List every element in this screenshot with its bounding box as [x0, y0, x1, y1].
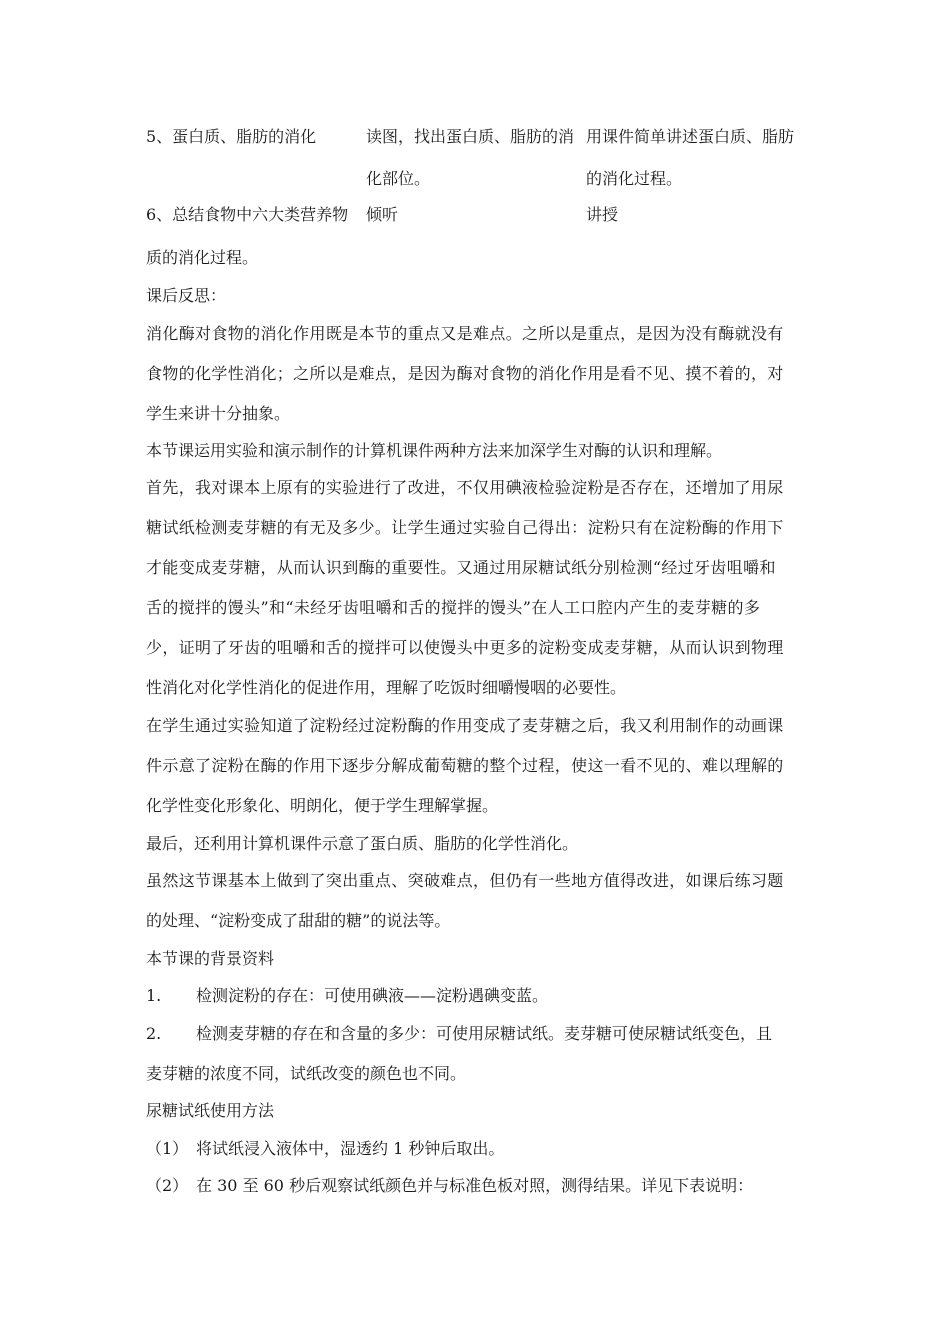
table-row2-col3: 讲授	[586, 205, 619, 224]
table-row2-col1-line2: 质的消化过程。	[146, 248, 259, 267]
reflection-p3-line: 少，证明了牙齿的咀嚼和舌的搅拌可以使馒头中更多的淀粉变成麦芽糖，从而认识到物理	[146, 638, 784, 657]
reflection-p1-line: 消化酶对食物的消化作用既是本节的重点又是难点。之所以是重点，是因为没有酶就没有	[146, 324, 784, 343]
table-row1-col1: 5、蛋白质、脂肪的消化	[146, 127, 317, 146]
table-row1-col3-line2: 的消化过程。	[586, 169, 683, 188]
background-heading: 本节课的背景资料	[146, 949, 275, 968]
background-item-number: 1.	[146, 986, 162, 1005]
reflection-p1-line: 食物的化学性消化；之所以是难点，是因为酶对食物的消化作用是看不见、摸不着的，对	[146, 364, 784, 383]
reflection-heading: 课后反思：	[146, 286, 227, 305]
table-row2-col2: 倾听	[366, 205, 399, 224]
reflection-p4-line: 化学性变化形象化、明朗化，便于学生理解掌握。	[146, 796, 499, 815]
background-item-text: 检测麦芽糖的存在和含量的多少：可使用尿糖试纸。麦芽糖可使尿糖试纸变色，且	[196, 1024, 773, 1043]
reflection-p3-line: 首先，我对课本上原有的实验进行了改进，不仅用碘液检验淀粉是否存在，还增加了用尿	[146, 478, 784, 497]
reflection-p3-line: 才能变成麦芽糖，从而认识到酶的重要性。又通过用尿糖试纸分别检测“经过牙齿咀嚼和	[146, 558, 776, 577]
reflection-p6-line: 虽然这节课基本上做到了突出重点、突破难点，但仍有一些地方值得改进，如课后练习题	[146, 871, 784, 890]
table-row1-col2-line2: 化部位。	[366, 169, 431, 188]
usage-step-text: 在 30 至 60 秒后观察试纸颜色并与标准色板对照，测得结果。详见下表说明：	[196, 1176, 754, 1195]
reflection-p5-line: 最后，还利用计算机课件示意了蛋白质、脂肪的化学性消化。	[146, 834, 579, 853]
usage-step-number: （2）	[146, 1176, 189, 1195]
reflection-p1-line: 学生来讲十分抽象。	[146, 404, 291, 423]
background-item-number: 2.	[146, 1024, 162, 1043]
reflection-p3-line: 性消化对化学性消化的促进作用，理解了吃饭时细嚼慢咽的必要性。	[146, 678, 627, 697]
usage-step-number: （1）	[146, 1139, 189, 1158]
reflection-p2-line: 本节课运用实验和演示制作的计算机课件两种方法来加深学生对酶的认识和理解。	[146, 441, 723, 460]
background-item-text: 检测淀粉的存在：可使用碘液——淀粉遇碘变蓝。	[196, 986, 549, 1005]
reflection-p6-line: 的处理、“淀粉变成了甜甜的糖”的说法等。	[146, 911, 451, 930]
reflection-p3-line: 糖试纸检测麦芽糖的有无及多少。让学生通过实验自己得出：淀粉只有在淀粉酶的作用下	[146, 518, 784, 537]
table-row1-col3-line1: 用课件简单讲述蛋白质、脂肪	[586, 127, 795, 146]
reflection-p4-line: 件示意了淀粉在酶的作用下逐步分解成葡萄糖的整个过程，使这一看不见的、难以理解的	[146, 756, 784, 775]
table-row1-col2-line1: 读图，找出蛋白质、脂肪的消	[366, 127, 575, 146]
table-row2-col1-line1: 6、总结食物中六大类营养物	[146, 205, 349, 224]
reflection-p4-line: 在学生通过实验知道了淀粉经过淀粉酶的作用变成了麦芽糖之后，我又利用制作的动画课	[146, 716, 784, 735]
usage-step-text: 将试纸浸入液体中，湿透约 1 秒钟后取出。	[196, 1139, 505, 1158]
usage-heading: 尿糖试纸使用方法	[146, 1101, 275, 1120]
background-item-text: 麦芽糖的浓度不同，试纸改变的颜色也不同。	[146, 1064, 467, 1083]
reflection-p3-line: 舌的搅拌的馒头”和“未经牙齿咀嚼和舌的搅拌的馒头”在人工口腔内产生的麦芽糖的多	[146, 598, 761, 617]
